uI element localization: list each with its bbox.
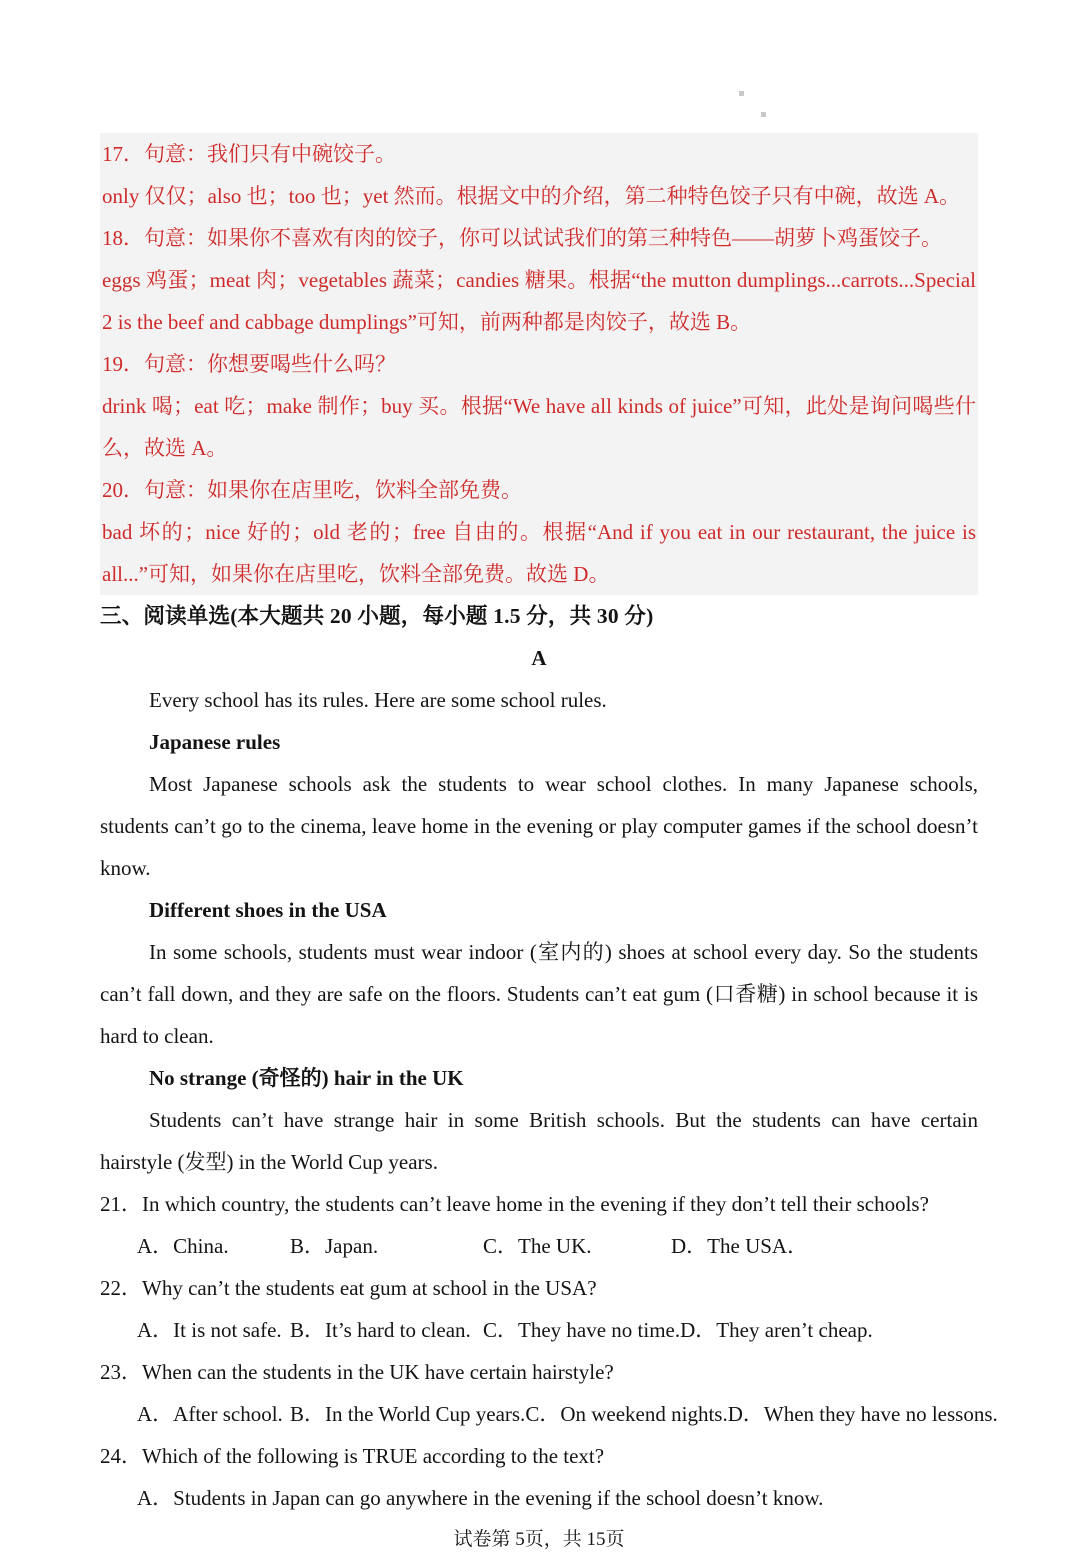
exam-page-content — [100, 133, 998, 1561]
question-22-options — [100, 1309, 978, 1351]
question-23 — [100, 1351, 998, 1435]
question-22-text: 22．Why can’t the students eat gum at school in the USA? — [100, 1276, 597, 1300]
question-24 — [100, 1435, 978, 1519]
question-23-options — [100, 1393, 998, 1435]
question-21-text: 21．In which country, the students can’t leave home in the evening if they don’t tell their schools? — [100, 1192, 929, 1216]
section-heading: 三、阅读单选(本大题共 20 小题，每小题 1.5 分，共 30 分) — [100, 604, 654, 628]
passage-label: A — [531, 646, 547, 670]
page-footer: 试卷第 5页，共 15页 — [453, 1529, 625, 1550]
question-23-option-a: A．After school. — [137, 1402, 283, 1426]
explanation-q19-detail: drink 喝；eat 吃；make 制作；buy 买。根据“We have all kinds of juice”可知，此处是询问喝些什么，故选 A。 — [102, 394, 976, 460]
explanation-q18-detail: eggs 鸡蛋；meat 肉；vegetables 蔬菜；candies 糖果。根据“the mutton dumplings...carrots...Special 2 is the beef and cabbage dumplings”可知，前两种都是肉饺子，故选 B。 — [102, 268, 976, 334]
explanation-q19-sentence: 19．句意：你想要喝些什么吗？ — [102, 352, 396, 376]
question-21-options — [100, 1225, 978, 1267]
question-23-option-b: B．In the World Cup years. — [290, 1402, 526, 1426]
passage-subheading-uk-hair: No strange (奇怪的) hair in the UK — [149, 1066, 464, 1090]
answer-explanations-block — [100, 133, 978, 595]
passage-paragraph-uk-hair: Students can’t have strange hair in some British schools. But the students can have certain hairstyle (发型) in the World Cup years. — [100, 1108, 978, 1174]
question-21-option-a: A．China. — [137, 1234, 229, 1258]
question-23-option-c: C．On weekend nights. — [525, 1402, 728, 1426]
question-21 — [100, 1183, 978, 1267]
question-24-text: 24．Which of the following is TRUE according to the text? — [100, 1444, 605, 1468]
explanation-q17-detail: only 仅仅；also 也；too 也；yet 然而。根据文中的介绍，第二种特色饺子只有中碗，故选 A。 — [102, 184, 961, 208]
explanation-q20-sentence: 20．句意：如果你在店里吃，饮料全部免费。 — [102, 478, 522, 502]
question-21-option-d: D．The USA． — [671, 1234, 809, 1258]
question-22-option-d: D．They aren’t cheap. — [680, 1318, 873, 1342]
explanation-q17-sentence: 17．句意：我们只有中碗饺子。 — [102, 142, 396, 166]
question-24-option-a: A．Students in Japan can go anywhere in the evening if the school doesn’t know. — [137, 1486, 824, 1510]
question-22-option-b: B．It’s hard to clean. — [290, 1318, 471, 1342]
question-21-option-b: B．Japan. — [290, 1234, 379, 1258]
question-22-option-a: A．It is not safe. — [137, 1318, 282, 1342]
question-23-option-d: D．When they have no lessons. — [727, 1402, 998, 1426]
speck-dot-icon — [739, 91, 744, 96]
passage-paragraph-usa-shoes: In some schools, students must wear indoor (室内的) shoes at school every day. So the students can’t fall down, and they are safe on the floors. Students can’t eat gum (口香糖) in school because it is hard to clean. — [100, 940, 978, 1048]
passage-subheading-japanese-rules: Japanese rules — [149, 730, 281, 754]
question-23-text: 23．When can the students in the UK have certain hairstyle? — [100, 1360, 614, 1384]
passage-subheading-usa-shoes: Different shoes in the USA — [149, 898, 387, 922]
question-24-options — [100, 1477, 978, 1519]
question-22 — [100, 1267, 978, 1351]
speck-dot-icon — [761, 112, 766, 117]
explanation-q18-sentence: 18．句意：如果你不喜欢有肉的饺子，你可以试试我们的第三种特色——胡萝卜鸡蛋饺子。 — [102, 226, 942, 250]
passage-intro: Every school has its rules. Here are some school rules. — [149, 688, 607, 712]
explanation-q20-detail: bad 坏的；nice 好的；old 老的；free 自由的。根据“And if you eat in our restaurant, the juice is all...”可知，如果你在店里吃，饮料全部免费。故选 D。 — [102, 520, 976, 586]
question-21-option-c: C．The UK. — [483, 1234, 592, 1258]
passage-paragraph-japanese-rules: Most Japanese schools ask the students to wear school clothes. In many Japanese schools, students can’t go to the cinema, leave home in the evening or play computer games if the school doesn’t know. — [100, 772, 978, 880]
question-22-option-c: C．They have no time. — [483, 1318, 681, 1342]
